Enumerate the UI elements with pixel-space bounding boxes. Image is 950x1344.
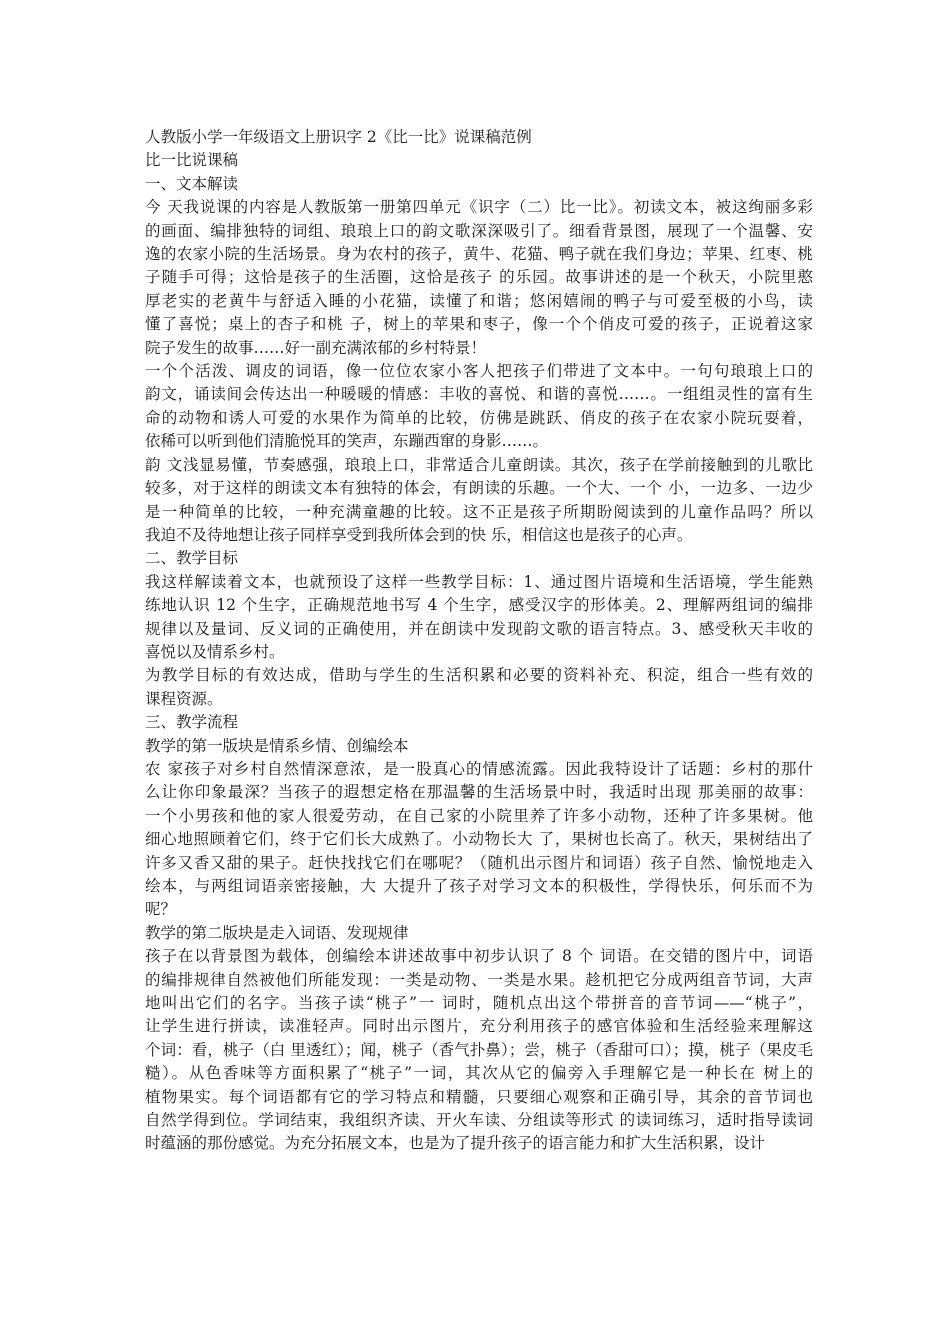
text-line: 依稀可以听到他们清脆悦耳的笑声，东蹦西窜的身影……。 bbox=[145, 432, 549, 451]
text-line: 我这样解读着文本，也就预设了这样一些教学目标：1、通过图片语境和生活语境，学生能熟 bbox=[145, 572, 813, 591]
text-line: 我迫不及待地想让孩子同样享受到我所体会到的快 乐，相信这也是孩子的心声。 bbox=[145, 525, 693, 544]
text-line: 子随手可得；这恰是孩子的生活圈，这恰是孩子 的乐园。故事讲述的是一个秋天，小院里憨 bbox=[145, 268, 813, 287]
text-line: 农 家孩子对乡村自然情深意浓，是一股真心的情感流露。因此我特设计了话题：乡村的那什 bbox=[145, 759, 813, 778]
text-line: 植物果实。每个词语都有它的学习特点和精髓，只要细心观察和正确引导，其余的音节词也 bbox=[145, 1087, 813, 1106]
paragraph bbox=[145, 360, 813, 454]
text-line: 厚老实的老黄牛与舒适入睡的小花猫，读懂了和谐；悠闲嬉闹的鸭子与可爱至极的小鸟，读 bbox=[145, 291, 813, 310]
text-line: 的编排规律自然被他们所能发现：一类是动物、一类是水果。趁机把它分成两组音节词，大声 bbox=[145, 970, 813, 989]
text-line: 孩子在以背景图为载体，创编绘本讲述故事中初步认识了 8 个 词语。在交错的图片中，词语 bbox=[145, 947, 813, 966]
text-line: 个词：看，桃子（白 里透红）；闻，桃子（香气扑鼻）；尝，桃子（香甜可口）；摸，桃子（果皮毛 bbox=[145, 1040, 813, 1059]
section-heading bbox=[145, 173, 813, 196]
text-line: 课程资源。 bbox=[145, 689, 223, 708]
text-line: 二、教学目标 bbox=[145, 549, 239, 568]
text-line: 懂了喜悦；桌上的杏子和桃 子，树上的苹果和枣子，像一个个俏皮可爱的孩子，正说着这家 bbox=[145, 315, 813, 334]
document-title: 人教版小学一年级语文上册识字 2《比一比》说课稿范例 bbox=[145, 128, 532, 146]
section-heading bbox=[145, 547, 813, 570]
text-line: 细心地照顾着它们，终于它们长大成熟了。小动物长大 了，果树也长高了。秋天，果树结出了 bbox=[145, 830, 813, 849]
text-line: 呢？ bbox=[145, 900, 177, 919]
paragraph bbox=[145, 454, 813, 548]
text-line: 自然学得到位。学词结束，我组织齐读、开火车读、分组读等形式 的读词练习，适时指导读词 bbox=[145, 1111, 813, 1130]
text-line: 绘本，与两组词语亲密接触，大 大提升了孩子对学习文本的积极性，学得快乐，何乐而不为 bbox=[145, 877, 813, 895]
paragraph bbox=[145, 196, 813, 360]
document-subtitle: 比一比说课稿 bbox=[145, 151, 239, 170]
section-heading bbox=[145, 735, 813, 758]
text-line: 今 天我说课的内容是人教版第一册第四单元《识字（二）比一比》。初读文本，被这绚丽多彩 bbox=[145, 198, 813, 217]
document-page bbox=[145, 126, 813, 1156]
text-line: 一个个活泼、调皮的词语，像一位位农家小客人把孩子们带进了文本中。一句句琅琅上口的 bbox=[145, 362, 813, 381]
paragraph bbox=[145, 571, 813, 665]
text-line: 一个小男孩和他的家人很爱劳动，在自己家的小院里养了许多小动物，还种了许多果树。他 bbox=[145, 806, 813, 825]
text-line: 是一种简单的比较，一种充满童趣的比较。这不正是孩子所期盼阅读到的儿童作品吗？所以 bbox=[145, 502, 813, 521]
paragraph bbox=[145, 945, 813, 1156]
text-line: 命的动物和诱人可爱的水果作为简单的比较，仿佛是跳跃、俏皮的孩子在农家小院玩耍着， bbox=[145, 408, 813, 427]
text-line: 教学的第一版块是情系乡情、创编绘本 bbox=[145, 736, 409, 755]
text-line: 三、教学流程 bbox=[145, 713, 239, 732]
text-line: 糙）。从色香味等方面积累了“桃子”一词，其次从它的偏旁入手理解它是一种长在 树上的 bbox=[145, 1064, 813, 1083]
text-line: 练地认识 12 个生字，正确规范地书写 4 个生字，感受汉字的形体美。2、理解两组词的编排 bbox=[145, 596, 813, 615]
text-line: 院子发生的故事……好一副充满浓郁的乡村特景！ bbox=[145, 338, 487, 357]
text-line: 许多又香又甜的果子。赶快找找它们在哪呢？（随机出示图片和词语）孩子自然、愉悦地走入 bbox=[145, 853, 813, 872]
paragraph bbox=[145, 664, 813, 711]
text-line: 让学生进行拼读，读准轻声。同时出示图片，充分利用孩子的感官体验和生活经验来理解这 bbox=[145, 1017, 813, 1036]
document-body bbox=[145, 173, 813, 1156]
section-heading bbox=[145, 922, 813, 945]
text-line: 地叫出它们的名字。当孩子读“桃子”一 词时，随机点出这个带拼音的音节词——“桃子”， bbox=[145, 994, 813, 1013]
text-line: 喜悦以及情系乡村。 bbox=[145, 642, 285, 661]
text-line: 为教学目标的有效达成，借助与学生的生活积累和必要的资料补充、积淀，组合一些有效的 bbox=[145, 666, 813, 685]
text-line: 一、文本解读 bbox=[145, 174, 239, 193]
text-line: 教学的第二版块是走入词语、发现规律 bbox=[145, 923, 409, 942]
section-heading bbox=[145, 711, 813, 734]
text-line: 么让你印象最深？当孩子的遐想定格在那温馨的生活场景中时，我适时出现 那美丽的故事： bbox=[145, 783, 813, 802]
text-line: 的画面、编排独特的词组、琅琅上口的韵文歌深深吸引了。细看背景图，展现了一个温馨、安 bbox=[145, 221, 813, 240]
paragraph bbox=[145, 758, 813, 922]
text-line: 规律以及量词、反义词的正确使用，并在朗读中发现韵文歌的语言特点。3、感受秋天丰收的 bbox=[145, 619, 813, 638]
text-line: 韵 文浅显易懂，节奏感强，琅琅上口，非常适合儿童朗读。其次，孩子在学前接触到的儿歌比 bbox=[145, 455, 813, 474]
text-line: 逸的农家小院的生活场景。身为农村的孩子，黄牛、花猫、鸭子就在我们身边；苹果、红枣、桃 bbox=[145, 245, 813, 264]
text-line: 韵文，诵读间会传达出一种暖暖的情感：丰收的喜悦、和谐的喜悦……。一组组灵性的富有生 bbox=[145, 385, 813, 404]
text-line: 较多，对于这样的朗读文本有独特的体会，有朗读的乐趣。一个大、一个 小，一边多、一边少 bbox=[145, 479, 813, 498]
text-line: 时蕴涵的那份感觉。为充分拓展文本，也是为了提升孩子的语言能力和扩大生活积累，设计 bbox=[145, 1134, 766, 1153]
